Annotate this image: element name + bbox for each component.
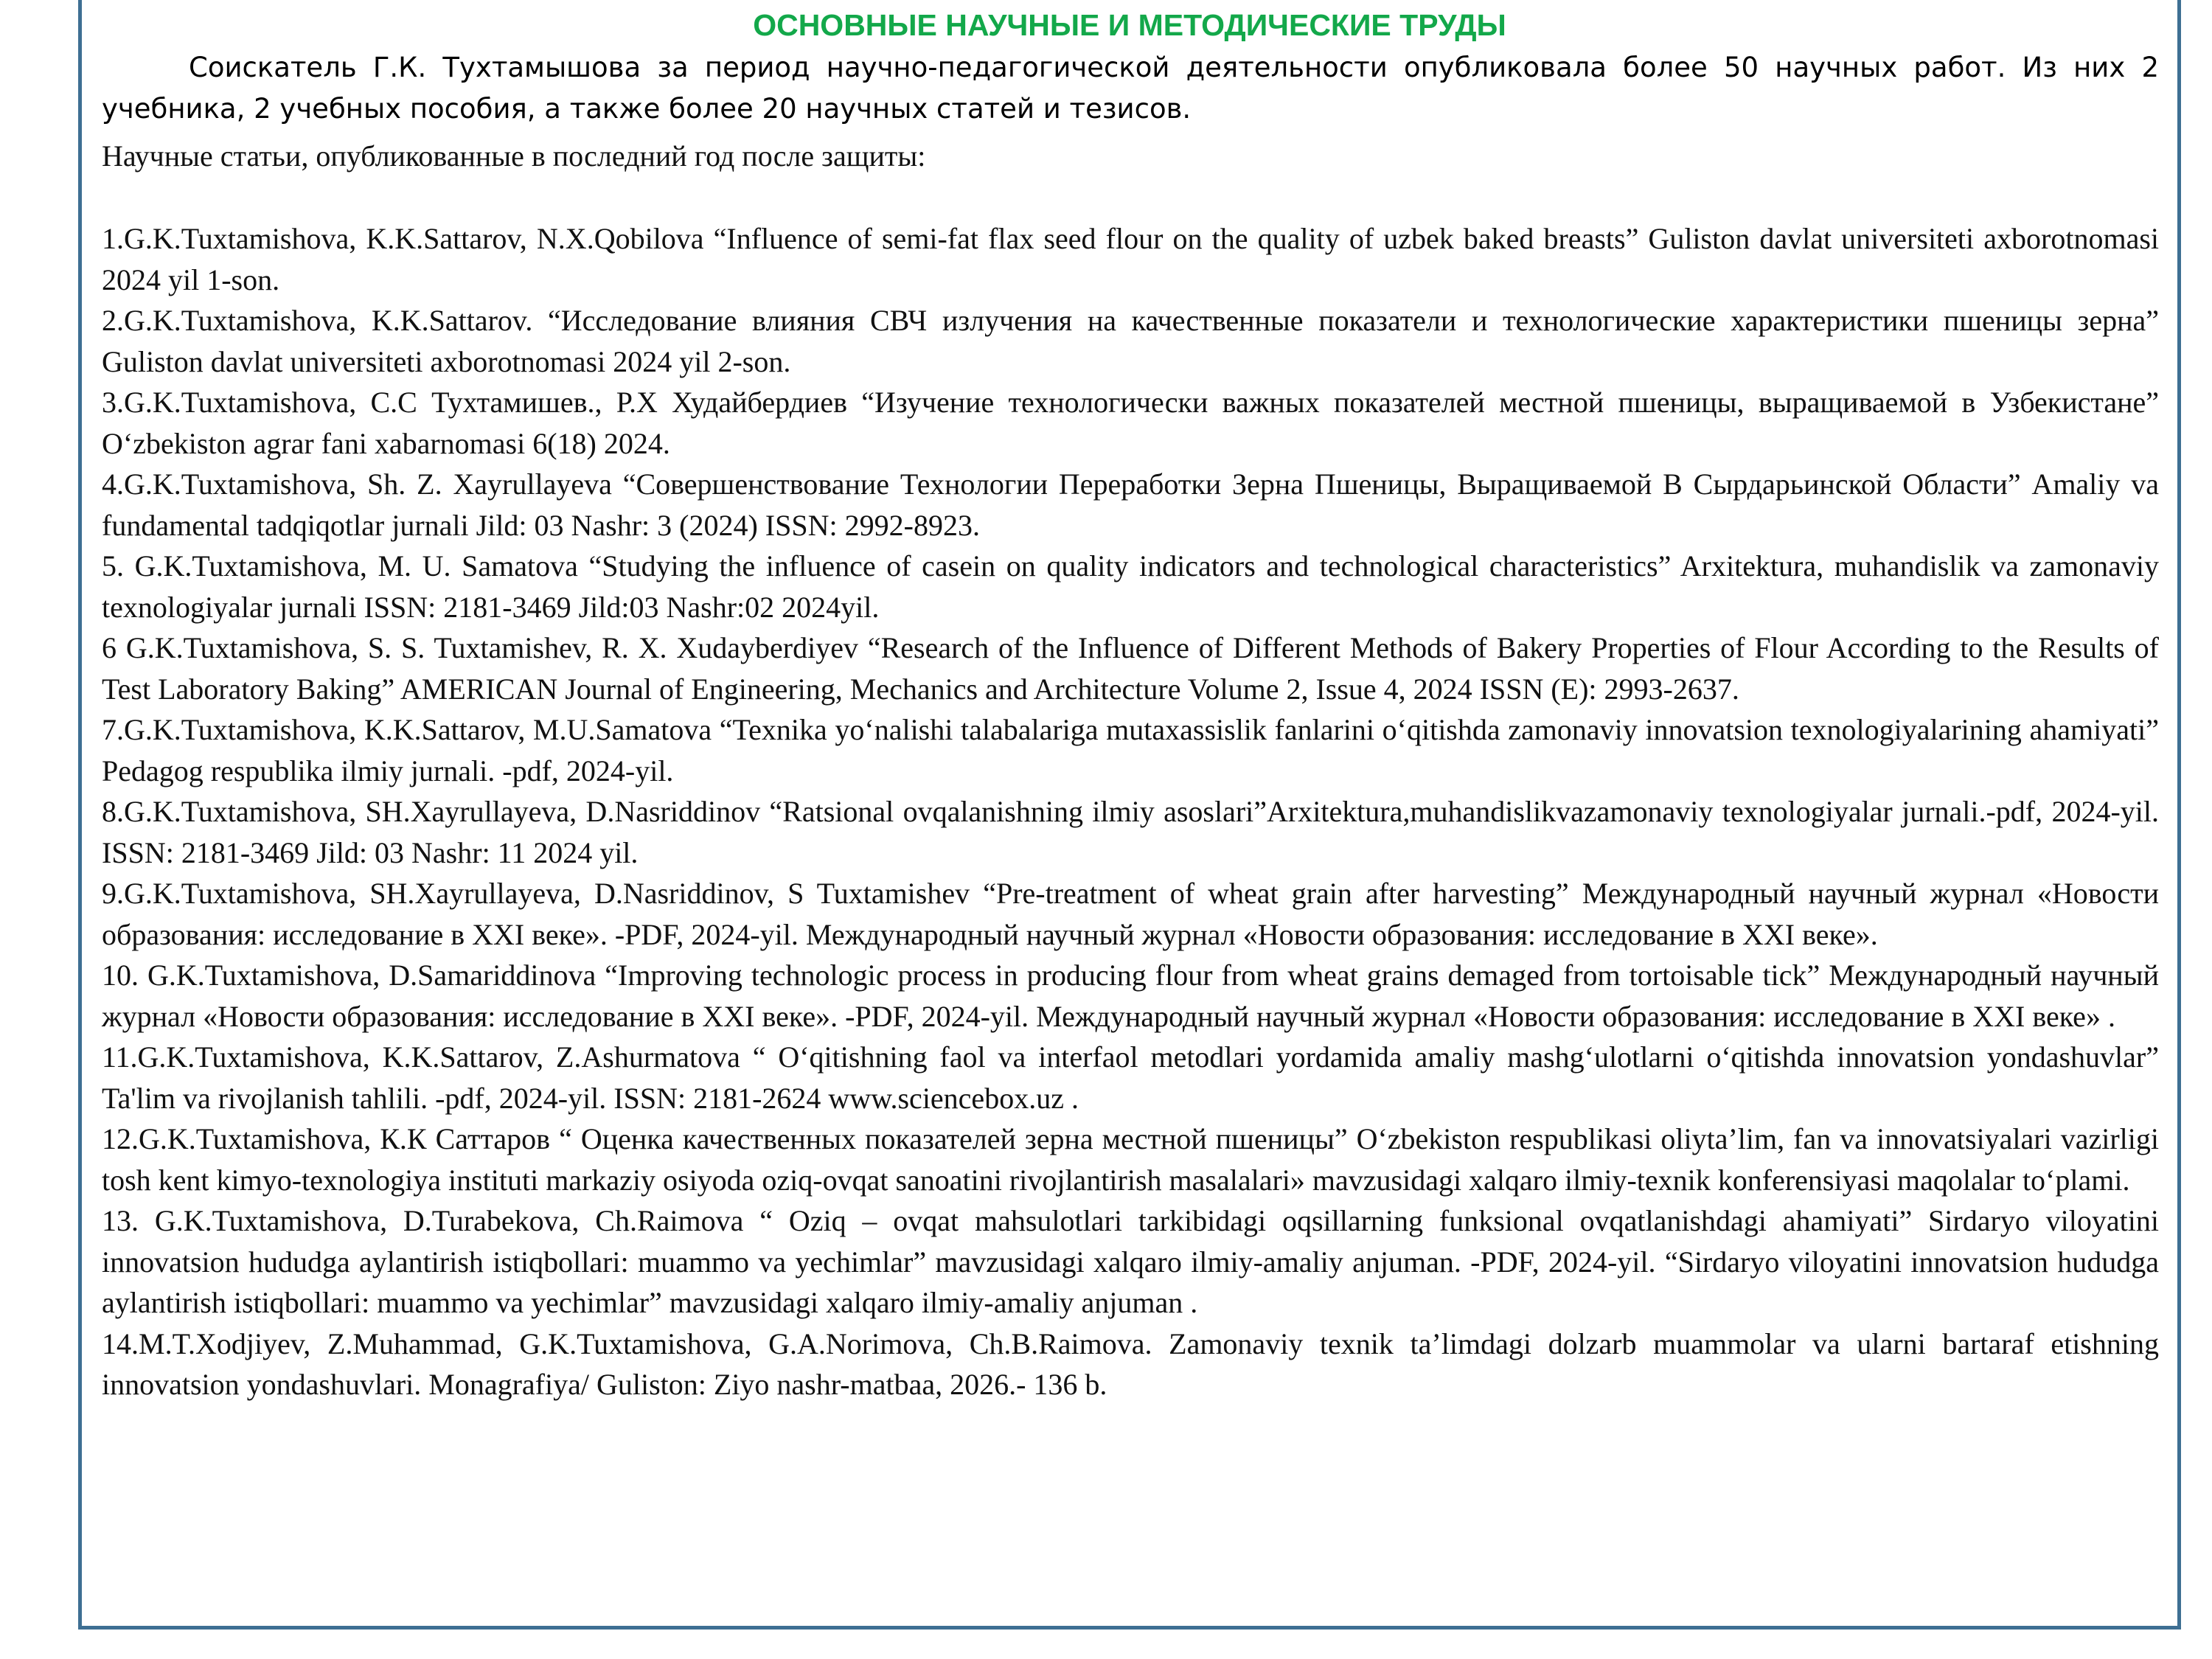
publication-item: 11.G.K.Tuxtamishova, K.K.Sattarov, Z.Ashurmatova “ O‘qitishning faol va interfaol metodlari yordamida amaliy mashg‘ulotlarni o‘qitishda innovatsion yondashuvlar” Ta'lim va rivojlanish tahlili. -pdf, 2024-yil. ISSN: 2181-2624 www.sciencebox.uz .	[102, 1040, 2159, 1115]
section-subheading: Научные статьи, опубликованные в последний год после защиты:	[102, 139, 926, 173]
publication-item: 2.G.K.Tuxtamishova, K.K.Sattarov. “Исследование влияния СВЧ излучения на качественные показатели и технологические характеристики пшеницы зерна” Guliston davlat universiteti axborotnomasi 2024 yil 2-son.	[102, 304, 2159, 378]
publication-item: 7.G.K.Tuxtamishova, K.K.Sattarov, M.U.Samatova “Texnika yo‘nalishi talabalariga mutaxassislik fanlarini o‘qitishda zamonaviy innovatsion texnologiyalarining ahamiyati” Pedagog respublika ilmiy jurnali. -pdf, 2024-yil.	[102, 713, 2159, 787]
publication-item: 4.G.K.Tuxtamishova, Sh. Z. Xayrullayeva “Совершенствование Технологии Переработки Зерна Пшеницы, Выращиваемой В Сырдарьинской Области” Amaliy va fundamental tadqiqotlar jurnali Jild: 03 Nashr: 3 (2024) ISSN: 2992-8923.	[102, 467, 2159, 542]
publication-item: 8.G.K.Tuxtamishova, SH.Xayrullayeva, D.Nasriddinov “Ratsional ovqalanishning ilmiy asoslari”Arxitektura,muhandislikvazamonaviy texnologiyalar jurnali.-pdf, 2024-yil. ISSN: 2181-3469 Jild: 03 Nashr: 11 2024 yil.	[102, 795, 2159, 869]
publication-item: 14.M.T.Xodjiyev, Z.Muhammad, G.K.Tuxtamishova, G.A.Norimova, Ch.B.Raimova. Zamonaviy texnik ta’limdagi dolzarb muammolar va ularni bartaraf etishning innovatsion yondashuvlari. Monagrafiya/ Guliston: Ziyo nashr-matbaa, 2026.- 136 b.	[102, 1326, 2159, 1401]
publication-item: 12.G.K.Tuxtamishova, К.К Саттаров “ Оценка качественных показателей зерна местной пшеницы” O‘zbekiston respublikasi oliyta’lim, fan va innovatsiyalari vazirligi tosh kent kimyo-texnologiya instituti markaziy osiyoda oziq-ovqat sanoatini rivojlantirish masalalari» mavzusidagi xalqaro ilmiy-texnik konferensiyasi maqolalar to‘plami.	[102, 1122, 2159, 1197]
intro-paragraph: Соискатель Г.К. Тухтамышова за период научно-педагогической деятельности опубликовала более 50 научных работ. Из них 2 учебника, 2 учебных пособия, а также более 20 научных статей и тезисов.	[102, 52, 2159, 125]
publication-item: 13. G.K.Tuxtamishova, D.Turabekova, Ch.Raimova “ Oziq – ovqat mahsulotlari tarkibidagi oqsillarning funksional ovqatlanishdagi ahamiyati” Sirdaryo viloyatini innovatsion hududga aylantirish istiqbollari: muammo va yechimlar” mavzusidagi xalqaro ilmiy-amaliy anjuman. -PDF, 2024-yil. “Sirdaryo viloyatini innovatsion hududga aylantirish istiqbollari: muammo va yechimlar” mavzusidagi xalqaro ilmiy-amaliy anjuman .	[102, 1204, 2159, 1319]
publication-item: 9.G.K.Tuxtamishova, SH.Xayrullayeva, D.Nasriddinov, S Tuxtamishev “Pre-treatment of wheat grain after harvesting” Международный научный журнал «Новости образования: исследование в XXI веке». -PDF, 2024-yil. Международный научный журнал «Новости образования: исследование в XXI веке».	[102, 877, 2159, 951]
publication-item: 1.G.K.Tuxtamishova, K.K.Sattarov, N.X.Qobilova “Influence of semi-fat flax seed flour on the quality of uzbek baked breasts” Guliston davlat universiteti axborotnomasi 2024 yil 1-son.	[102, 222, 2159, 296]
publication-item: 5. G.K.Tuxtamishova, M. U. Samatova “Studying the influence of casein on quality indicators and technological characteristics” Arxitektura, muhandislik va zamonaviy texnologiyalar jurnali ISSN: 2181-3469 Jild:03 Nashr:02 2024yil.	[102, 549, 2159, 624]
publication-item: 3.G.K.Tuxtamishova, С.С Тухтамишев., Р.Х Худайбердиев “Изучение технологически важных показателей местной пшеницы, выращиваемой в Узбекистане” O‘zbekiston agrar fani xabarnomasi 6(18) 2024.	[102, 386, 2159, 460]
publication-list	[102, 218, 2159, 1405]
page-title: ОСНОВНЫЕ НАУЧНЫЕ И МЕТОДИЧЕСКИЕ ТРУДЫ	[753, 8, 1506, 42]
publication-item: 6 G.K.Tuxtamishova, S. S. Tuxtamishev, R. X. Xudayberdiyev “Research of the Influence of Different Methods of Bakery Properties of Flour According to the Results of Test Laboratory Baking” AMERICAN Journal of Engineering, Mechanics and Architecture Volume 2, Issue 4, 2024 ISSN (E): 2993-2637.	[102, 631, 2159, 706]
publication-item: 10. G.K.Tuxtamishova, D.Samariddinova “Improving technologic process in producing flour from wheat grains demaged from tortoisable tick” Международный научный журнал «Новости образования: исследование в XXI веке». -PDF, 2024-yil. Международный научный журнал «Новости образования: исследование в XXI веке» .	[102, 959, 2159, 1033]
